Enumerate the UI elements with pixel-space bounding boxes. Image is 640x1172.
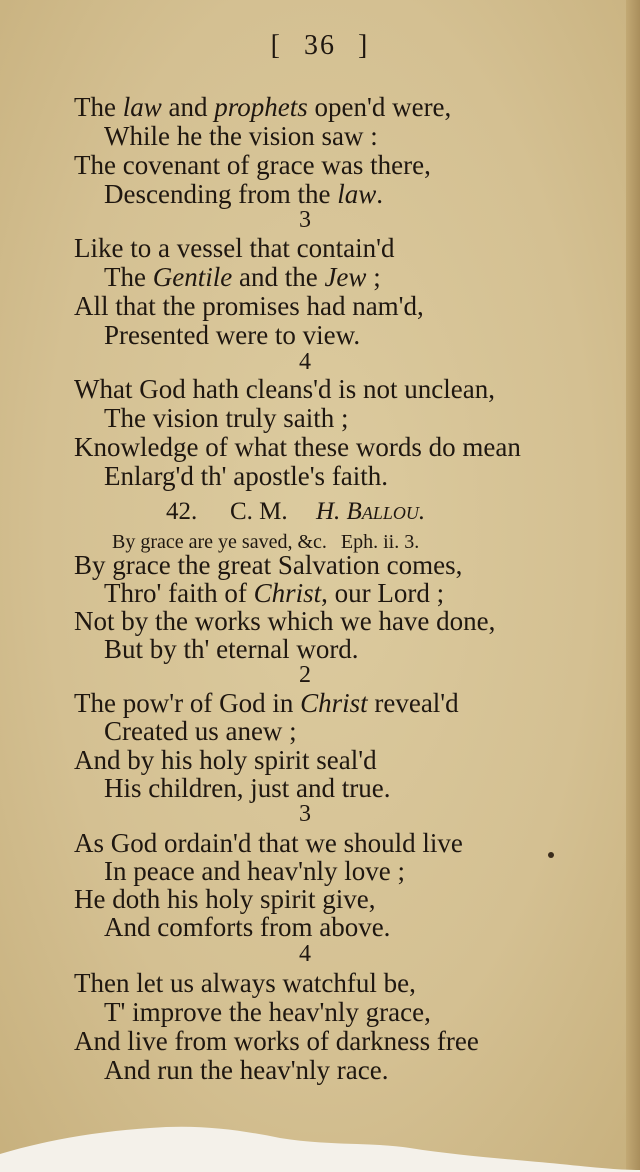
verse-line: The law and prophets open'd were,	[74, 92, 452, 122]
bracket-close: ]	[358, 30, 370, 61]
verse-line: The covenant of grace was there,	[74, 150, 431, 180]
verse-line: Thro' faith of Christ, our Lord ;	[104, 578, 445, 608]
verse-line: While he the vision saw :	[104, 121, 378, 151]
scripture-citation: Eph. ii. 3.	[340, 531, 420, 553]
verse-line: As God ordain'd that we should live	[74, 828, 463, 858]
scripture-text: By grace are ye saved, &c.	[112, 531, 327, 553]
verse-line: Like to a vessel that contain'd	[74, 233, 395, 263]
verse-line: By grace the great Salvation comes,	[74, 550, 463, 580]
hymn-meter: C. M.	[230, 498, 288, 525]
verse-line: Enlarg'd th' apostle's faith.	[104, 461, 389, 491]
verse-line: But by th' eternal word.	[104, 634, 359, 664]
verse-line: The vision truly saith ;	[104, 403, 349, 433]
stanza-number: 4	[299, 349, 311, 375]
verse-line: What God hath cleans'd is not unclean,	[74, 374, 495, 404]
hymn-author: H. Ballou.	[316, 498, 426, 525]
verse-line: Created us anew ;	[104, 716, 297, 746]
verse-line: The pow'r of God in Christ reveal'd	[74, 688, 459, 718]
stanza-number: 2	[299, 662, 311, 688]
torn-page-edge	[0, 1102, 640, 1172]
verse-line: His children, just and true.	[104, 773, 391, 803]
verse-line: In peace and heav'nly love ;	[104, 856, 405, 886]
verse-line: Presented were to view.	[104, 320, 361, 350]
verse-line: Then let us always watchful be,	[74, 968, 416, 998]
page-gutter	[626, 0, 640, 1172]
verse-line: Not by the works which we have done,	[74, 606, 496, 636]
stanza-number: 3	[299, 207, 311, 233]
bracket-open: [	[270, 30, 282, 61]
verse-line: He doth his holy spirit give,	[74, 884, 376, 914]
page-number: 36	[304, 30, 336, 61]
verse-line: And live from works of darkness free	[74, 1026, 479, 1056]
verse-line: Descending from the law.	[104, 179, 383, 209]
verse-line: Knowledge of what these words do mean	[74, 432, 521, 462]
verse-line: And comforts from above.	[104, 912, 391, 942]
stanza-number: 4	[299, 941, 311, 967]
verse-line: All that the promises had nam'd,	[74, 291, 424, 321]
verse-line: The Gentile and the Jew ;	[104, 262, 381, 292]
verse-line: And run the heav'nly race.	[104, 1055, 389, 1085]
hymn-number: 42.	[166, 498, 198, 525]
stanza-number: 3	[299, 801, 311, 827]
page-header	[0, 30, 640, 62]
verse-line: And by his holy spirit seal'd	[74, 745, 377, 775]
ink-spot	[548, 852, 554, 858]
verse-line: T' improve the heav'nly grace,	[104, 997, 431, 1027]
